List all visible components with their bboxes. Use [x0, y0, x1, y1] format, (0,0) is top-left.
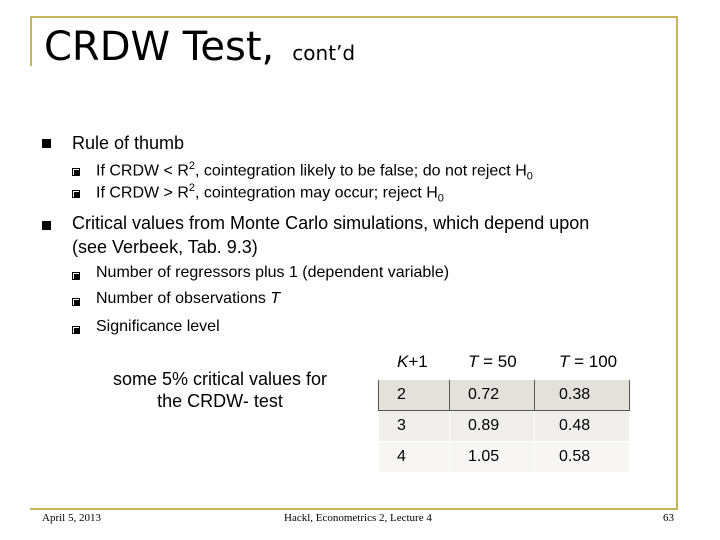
- checkbox-bullet-icon: [72, 168, 80, 176]
- square-bullet-icon: [42, 139, 51, 148]
- sub-bullet-reject-h0: [96, 182, 444, 205]
- checkbox-bullet-icon: [72, 326, 80, 334]
- bullet-rule-of-thumb: Rule of thumb: [72, 133, 185, 153]
- table-cell: 0.89: [450, 411, 535, 442]
- table-cell: 2: [379, 380, 450, 411]
- slide-title: [44, 24, 355, 70]
- frame-left-line: [30, 16, 32, 66]
- sub1-superscript: 2: [188, 160, 196, 172]
- title-subtitle: cont’d: [292, 41, 356, 65]
- sub2-superscript: 2: [188, 182, 196, 194]
- sub2-subscript: 0: [437, 192, 444, 205]
- table-row: [379, 442, 630, 473]
- sub1-subscript: 0: [526, 170, 533, 183]
- checkbox-bullet-icon: [72, 272, 80, 280]
- footer-date: April 5, 2013: [42, 512, 101, 524]
- table-cell: 0.58: [535, 442, 630, 473]
- table-cell: 1.05: [450, 442, 535, 473]
- frame-top-line: [30, 16, 678, 18]
- table-cell: 0.48: [535, 411, 630, 442]
- sub-bullet-reject-false: [96, 160, 533, 183]
- table-cell: 3: [379, 411, 450, 442]
- square-bullet-icon: [42, 221, 51, 230]
- observations-variable: T: [270, 290, 281, 307]
- title-main: CRDW Test,: [44, 24, 275, 70]
- observations-text: Number of observations: [96, 290, 271, 307]
- table-caption: some 5% critical values for the CRDW- test: [112, 369, 328, 411]
- header-t100: T = 100: [535, 345, 630, 380]
- sub-bullet-significance: Significance level: [96, 318, 220, 335]
- table-row: [379, 411, 630, 442]
- table-cell: 0.72: [450, 380, 535, 411]
- table-cell: 0.38: [535, 380, 630, 411]
- checkbox-bullet-icon: [72, 190, 80, 198]
- header-t50: T = 50: [450, 345, 535, 380]
- sub-bullet-regressors: Number of regressors plus 1 (dependent variable): [96, 264, 450, 281]
- sub1-text-mid: , cointegration likely to be false; do not reject H: [195, 162, 527, 180]
- sub2-text-pre: If CRDW > R: [96, 184, 189, 202]
- sub2-text-mid: , cointegration may occur; reject H: [195, 184, 438, 202]
- bullet-critical-values-line1: Critical values from Monte Carlo simulations, which depend upon: [72, 213, 590, 233]
- critical-values-table: [378, 344, 630, 473]
- frame-right-line: [676, 16, 678, 508]
- footer-page-number: 63: [663, 512, 674, 524]
- sub1-text-pre: If CRDW < R: [96, 162, 189, 180]
- frame-bottom-line: [30, 508, 678, 510]
- table-header-row: [379, 345, 630, 380]
- header-k: K+1: [379, 345, 450, 380]
- bullet-critical-values-line2: (see Verbeek, Tab. 9.3): [72, 237, 258, 257]
- sub-bullet-observations: [96, 290, 280, 308]
- table-cell: 4: [379, 442, 450, 473]
- table-row: [379, 380, 630, 411]
- footer-lecture: Hackl, Econometrics 2, Lecture 4: [284, 512, 432, 524]
- checkbox-bullet-icon: [72, 298, 80, 306]
